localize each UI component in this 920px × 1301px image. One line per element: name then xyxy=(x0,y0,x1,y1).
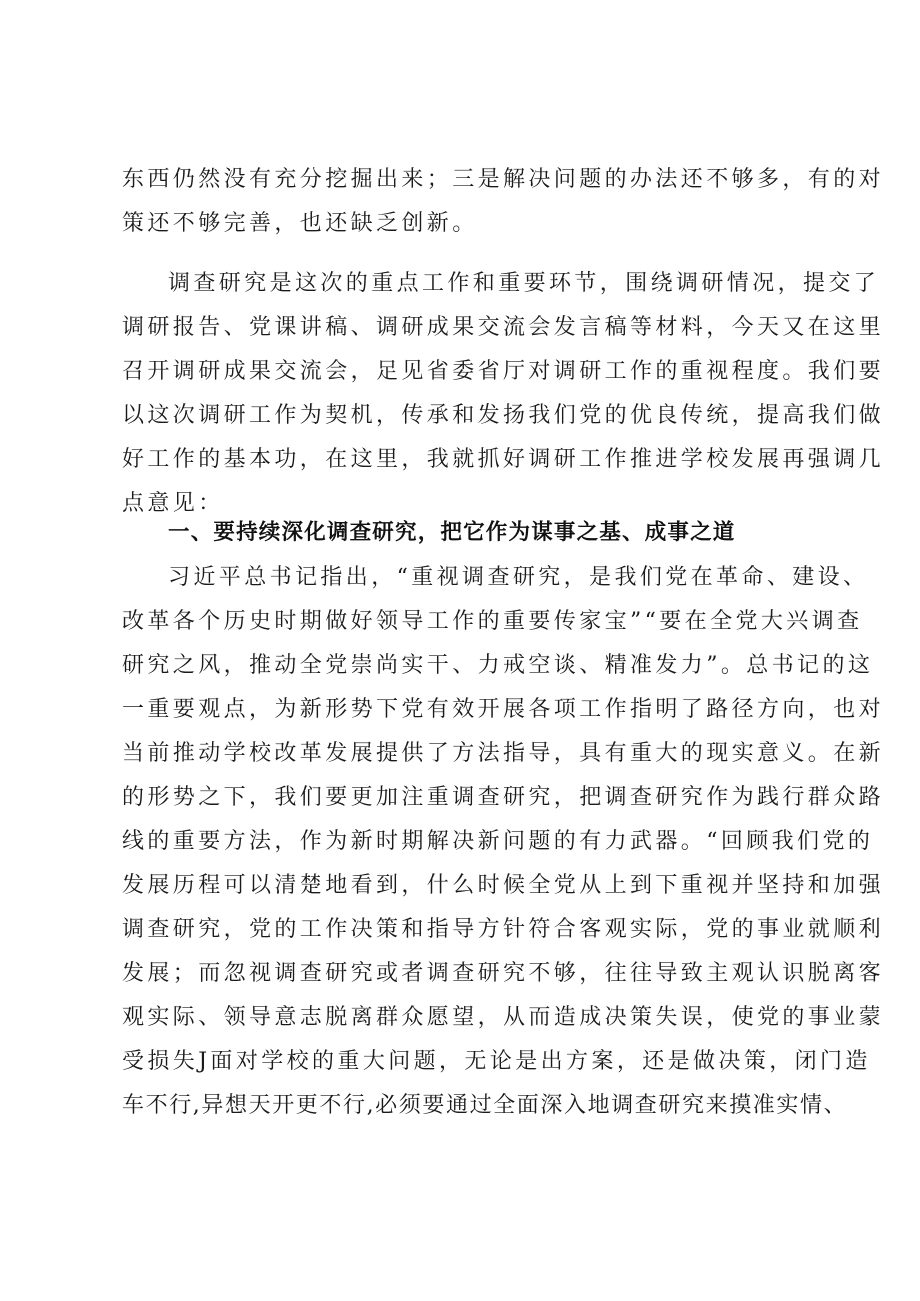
text-line: 以这次调研工作为契机，传承和发扬我们党的优良传统，提高我们做 xyxy=(122,403,885,428)
text-line: 调研报告、党课讲稿、调研成果交流会发言稿等材料，今天又在这里 xyxy=(122,315,885,340)
text-line: 当前推动学校改革发展提供了方法指导，具有重大的现实意义。在新 xyxy=(122,741,885,766)
text-line: 观实际、领导意志脱离群众愿望，从而造成决策失误，使党的事业蒙 xyxy=(122,1005,885,1030)
text-line: 东西仍然没有充分挖掘出来；三是解决问题的办法还不够多，有的对 xyxy=(122,167,885,192)
text-line: 召开调研成果交流会，足见省委省厅对调研工作的重视程度。我们要 xyxy=(122,359,885,384)
text-line: 研究之风，推动全党崇尚实干、力戒空谈、精准发力”。总书记的这 xyxy=(122,653,874,678)
text-line: 线的重要方法，作为新时期解决新问题的有力武器。“回顾我们党的 xyxy=(122,829,874,854)
text-line: 策还不够完善，也还缺乏创新。 xyxy=(122,211,478,236)
paragraph-first-line: 习近平总书记指出，“重视调查研究，是我们党在革命、建设、 xyxy=(168,565,869,590)
text-line: 的形势之下，我们要更加注重调查研究，把调查研究作为践行群众路 xyxy=(122,785,885,810)
text-line: 好工作的基本功，在这里，我就抓好调研工作推进学校发展再强调几 xyxy=(122,447,885,472)
text-line: 车不行,异想天开更不行,必须要通过全面深入地调查研究来摸准实情、 xyxy=(122,1093,848,1118)
text-line: 受损失J面对学校的重大问题，无论是出方案，还是做决策，闭门造 xyxy=(122,1049,871,1074)
section-heading: 一、要持续深化调查研究，把它作为谋事之基、成事之道 xyxy=(168,520,736,545)
paragraph-first-line: 调查研究是这次的重点工作和重要环节，围绕调研情况，提交了 xyxy=(168,271,880,296)
text-line: 调查研究，党的工作决策和指导方针符合客观实际，党的事业就顺利 xyxy=(122,917,885,942)
text-line: 点意见： xyxy=(122,491,224,516)
text-line: 发展历程可以清楚地看到，什么时候全党从上到下重视并坚持和加强 xyxy=(122,873,885,898)
text-line: 改革各个历史时期做好领导工作的重要传家宝”“要在全党大兴调查 xyxy=(122,609,863,634)
text-line: 发展；而忽视调查研究或者调查研究不够，往往导致主观认识脱离客 xyxy=(122,961,885,986)
text-line: 一重要观点，为新形势下党有效开展各项工作指明了路径方向，也对 xyxy=(122,697,885,722)
